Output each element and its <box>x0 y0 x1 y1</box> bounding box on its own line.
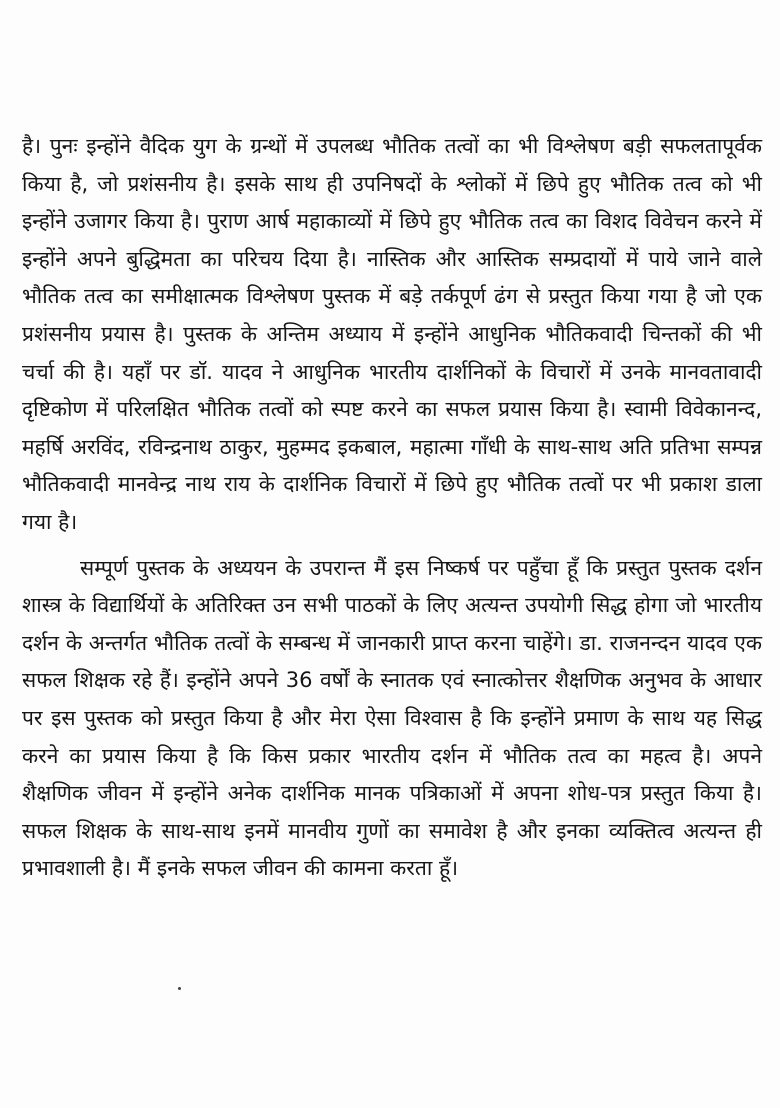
body-text <box>22 128 762 888</box>
scan-speck <box>178 987 181 990</box>
paragraph-continuation: है। पुनः इन्होंने वैदिक युग के ग्रन्थों में उपलब्ध भौतिक तत्वों का भी विश्लेषण बड़ी सफलतापूर्वक किया है, जो प्रशंसनीय है। इसके साथ ही उपनिषदों के श्लोकों में छिपे हुए भौतिक तत्व को भी इन्होंने उजागर किया है। पुराण आर्ष महाकाव्यों में छिपे हुए भौतिक तत्व का विशद विवेचन करने में इन्होंने अपने बुद्धिमता का परिचय दिया है। नास्तिक और आस्तिक सम्प्रदायों में पाये जाने वाले भौतिक तत्व का समीक्षात्मक विश्लेषण पुस्तक में बड़े तर्कपूर्ण ढंग से प्रस्तुत किया गया है जो एक प्रशंसनीय प्रयास है। पुस्तक के अन्तिम अध्याय में इन्होंने आधुनिक भौतिकवादी चिन्तकों की भी चर्चा की है। यहाँ पर डॉ. यादव ने आधुनिक भारतीय दार्शनिकों के विचारों में उनके मानवतावादी दृष्टिकोण में परिलक्षित भौतिक तत्वों को स्पष्ट करने का सफल प्रयास किया है। स्वामी विवेकानन्द, महर्षि अरविंद, रविन्द्रनाथ ठाकुर, मुहम्मद इकबाल, महात्मा गाँधी के साथ-साथ अति प्रतिभा सम्पन्न भौतिकवादी मानवेन्द्र नाथ राय के दार्शनिक विचारों में छिपे हुए भौतिक तत्वों पर भी प्रकाश डाला गया है। <box>22 134 762 534</box>
paragraph-conclusion: सम्पूर्ण पुस्तक के अध्ययन के उपरान्त मैं इस निष्कर्ष पर पहुँचा हूँ कि प्रस्तुत पुस्तक दर्शन शास्त्र के विद्यार्थियों के अतिरिक्त उन सभी पाठकों के लिए अत्यन्त उपयोगी सिद्ध होगा जो भारतीय दर्शन के अन्तर्गत भौतिक तत्वों के सम्बन्ध में जानकारी प्राप्त करना चाहेंगे। डा. राजनन्दन यादव एक सफल शिक्षक रहे हैं। इन्होंने अपने 36 वर्षों के स्नातक एवं स्नात्कोत्तर शैक्षणिक अनुभव के आधार पर इस पुस्तक को प्रस्तुत किया है और मेरा ऐसा विश्वास है कि इन्होंने प्रमाण के साथ यह सिद्ध करने का प्रयास किया है कि किस प्रकार भारतीय दर्शन में भौतिक तत्व का महत्व है। अपने शैक्षणिक जीवन में इन्होंने अनेक दार्शनिक मानक पत्रिकाओं में अपना शोध-पत्र प्रस्तुत किया है। सफल शिक्षक के साथ-साथ इनमें मानवीय गुणों का समावेश है और इनका व्यक्तित्व अत्यन्त ही प्रभावशाली है। मैं इनके सफल जीवन की कामना करता हूँ। <box>22 555 762 881</box>
